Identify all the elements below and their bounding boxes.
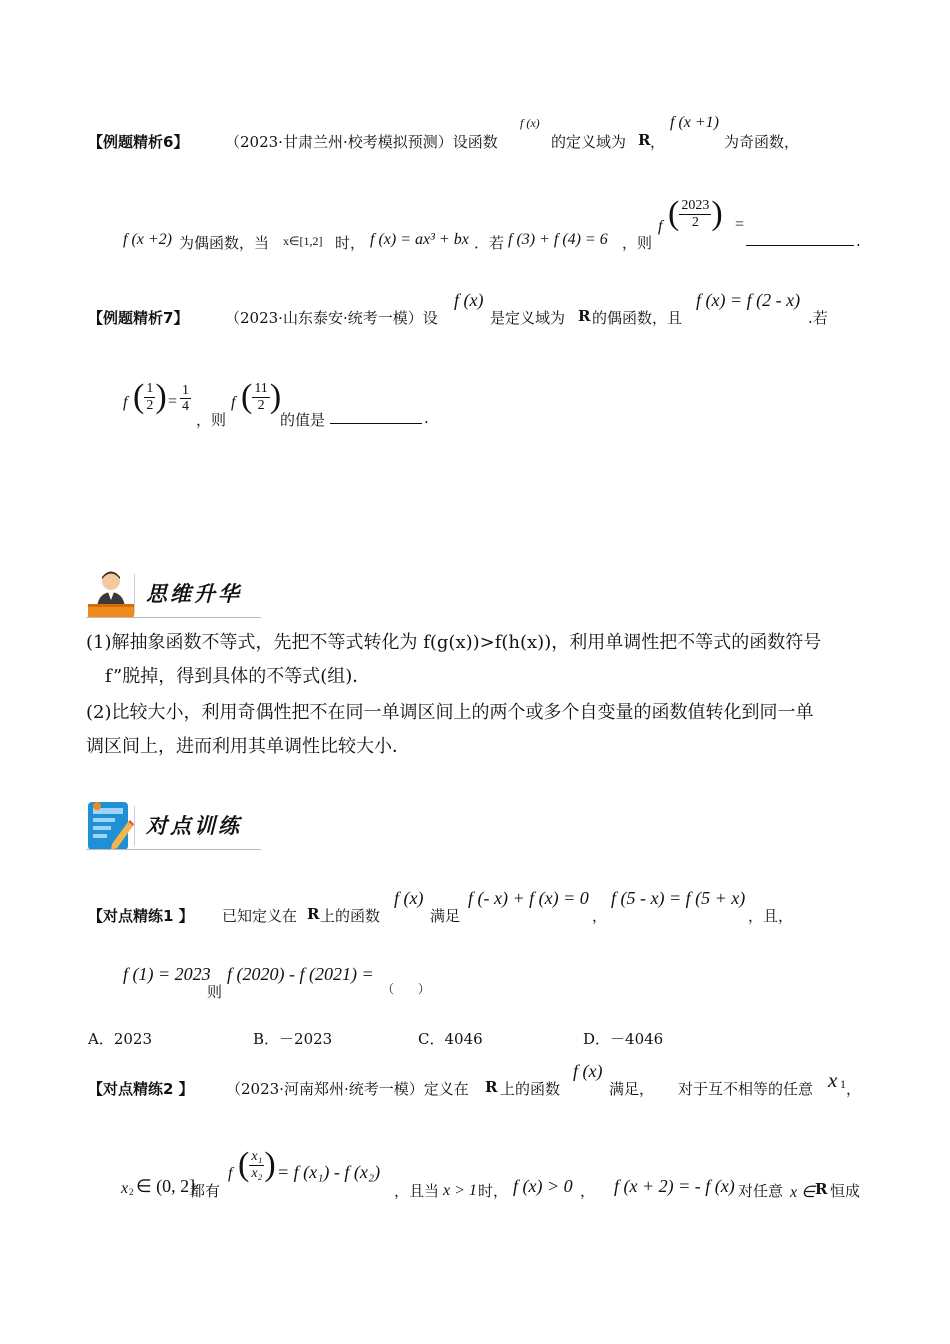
example6-text6: ，则 — [622, 234, 653, 252]
training2-anyx: x ∈ — [790, 1184, 816, 1201]
training1-text1: 已知定义在 — [222, 907, 298, 925]
training2-odd-relation: f (x + 2) = - f (x) — [614, 1176, 735, 1196]
training2-source: （2023·河南郑州·统考一模）定义在 — [226, 1080, 469, 1098]
training2-condition: x > 1 — [443, 1182, 477, 1199]
training1-text3: 满足 — [430, 907, 461, 925]
example6-equals: = — [735, 216, 745, 233]
training1-option-a: A．2023 — [88, 1030, 153, 1048]
notebook-pencil-icon — [86, 800, 134, 856]
example6-answer-blank — [746, 233, 854, 246]
training2-text4: 都有 — [190, 1182, 221, 1200]
example7-R: R — [578, 307, 591, 325]
training1-fx: f (x) — [394, 888, 424, 908]
training1-eq3: f (1) = 2023 — [123, 964, 211, 984]
training2-f: f — [228, 1165, 233, 1182]
thinking-para-3: (2)比较大小，利用奇偶性把不在同一单调区间上的两个或多个自变量的函数值转化到同一单 — [86, 702, 814, 723]
training2-text5: ，且当 — [394, 1182, 440, 1200]
section-title-thinking: 思维升华 — [146, 582, 242, 606]
section-banner-training — [86, 800, 266, 850]
example7-equals: = — [168, 393, 178, 410]
thinking-para-2: f”脱掉，得到具体的不等式(组)． — [105, 666, 371, 687]
example7-frac-quarter — [180, 383, 191, 415]
frac-den: 2 — [146, 397, 154, 413]
training2-comma: ， — [846, 1080, 862, 1098]
example6-text1: 的定义域为 — [551, 133, 627, 151]
training2-domain: ∈ (0, 2] — [136, 1176, 196, 1196]
example6-text4: 时， — [335, 234, 366, 252]
training1-option-d: D．－4046 — [583, 1030, 664, 1048]
example7-end: . — [424, 409, 429, 427]
training1-eq4: f (2020) - f (2021) = — [227, 964, 374, 984]
example6-f: f — [658, 218, 663, 235]
training1-eq2: f (5 - x) = f (5 + x) — [611, 888, 746, 908]
training2-text6: 时， — [478, 1182, 509, 1200]
training2-x1: x — [828, 1068, 838, 1092]
training2-positive: f (x) > 0 — [513, 1176, 573, 1196]
example6-condition: x∈[1,2] — [283, 234, 323, 248]
section-title-training: 对点训练 — [146, 814, 242, 838]
frac-num: 1 — [146, 381, 154, 397]
training2-frac-x1-x2: ( $\frac{\text{x₁}}{\text{x₂}}$ ) — [238, 1146, 276, 1183]
training2-text8: 恒成 — [830, 1182, 861, 1200]
example6-R: R — [638, 131, 651, 149]
example7-fx: f (x) — [454, 290, 484, 310]
example7-answer-blank — [330, 411, 422, 424]
example7-text2: 的偶函数，且 — [592, 309, 683, 327]
training1-eq1: f (- x) + f (x) = 0 — [468, 888, 589, 908]
example7-label: 【例题精析7】 — [88, 309, 189, 327]
training2-text7: 对任意 — [738, 1182, 784, 1200]
example7-text5: 的值是 — [280, 411, 326, 429]
example6-text3: 为偶函数，当 — [179, 234, 270, 252]
training1-text5: 则 — [207, 983, 223, 1001]
example6-text2: 为奇函数， — [724, 133, 800, 151]
training2-text3: 对于互不相等的任意 — [678, 1080, 814, 1098]
frac-num: 11 — [254, 381, 268, 397]
example6-text5: ．若 — [474, 234, 505, 252]
example6-fx1: f (x +1) — [670, 114, 719, 131]
training1-text4: ，且， — [748, 907, 794, 925]
example7-frac-eleven-half: ( $\frac{11}{2}$ ) — [241, 378, 282, 415]
frac-num: 1 — [182, 383, 189, 398]
training2-text2: 满足， — [609, 1080, 655, 1098]
example6-comma: ， — [650, 133, 666, 151]
training2-x2-sub: 2 — [129, 1187, 134, 1197]
training1-option-b: B．－2023 — [253, 1030, 333, 1048]
thinking-para-4: 调区间上，进而利用其单调性比较大小． — [86, 736, 410, 757]
example6-source: （2023·甘肃兰州·校考模拟预测）设函数 — [225, 133, 498, 151]
teacher-icon — [86, 568, 136, 622]
training2-fx: f (x) — [573, 1061, 603, 1081]
example6-definition: f (x) = ax³ + bx — [370, 231, 469, 248]
frac-den: x₂ — [251, 1165, 263, 1181]
frac-den: 4 — [182, 399, 189, 415]
training1-R: R — [307, 905, 320, 923]
training1-paren: （ ） — [382, 982, 431, 996]
section-banner-thinking — [86, 568, 266, 618]
example6-sum: f (3) + f (4) = 6 — [508, 231, 608, 248]
training2-text1: 上的函数 — [500, 1080, 561, 1098]
example7-text1: 是定义域为 — [490, 309, 566, 327]
example6-fx: f (x) — [520, 116, 540, 130]
training1-label: 【对点精练1 】 — [88, 907, 194, 925]
thinking-para-1: (1)解抽象函数不等式，先把不等式转化为 f(g(x))>f(h(x))，利用单调性把不等式的函数符号 — [86, 632, 822, 653]
example7-frac-half: ( $\frac{1}{2}$ ) — [133, 378, 167, 415]
training2-x1-sub: 1 — [840, 1077, 846, 1091]
training2-R: R — [485, 1078, 498, 1096]
frac-den: 2 — [257, 397, 265, 413]
training1-comma: ， — [592, 907, 608, 925]
example6-fx2: f (x +2) — [123, 231, 172, 248]
example7-f1: f — [123, 394, 128, 411]
training2-label: 【对点精练2 】 — [88, 1080, 194, 1098]
example7-relation: f (x) = f (2 - x) — [696, 290, 801, 310]
example7-source: （2023·山东泰安·统考一模）设 — [225, 309, 438, 327]
training1-text2: 上的函数 — [320, 907, 381, 925]
training2-x2: x — [121, 1180, 129, 1197]
example7-text3: .若 — [808, 309, 828, 327]
training2-rhs: = f (x₁) - f (x₂) — [277, 1162, 381, 1182]
training2-R2: R — [815, 1180, 828, 1198]
example6-frac-den: 2 — [691, 214, 699, 230]
training2-comma2: ， — [580, 1182, 596, 1200]
example6-frac-num: 2023 — [681, 198, 710, 214]
example6-label: 【例题精析6】 — [88, 133, 189, 151]
example6-end: . — [856, 232, 861, 250]
example7-f2: f — [231, 394, 236, 411]
example7-text4: ，则 — [196, 411, 227, 429]
training1-option-c: C．4046 — [418, 1030, 483, 1048]
frac-num: x₁ — [251, 1149, 263, 1165]
example6-fraction: ( $\frac{2023}{2}$ ) — [668, 195, 723, 232]
